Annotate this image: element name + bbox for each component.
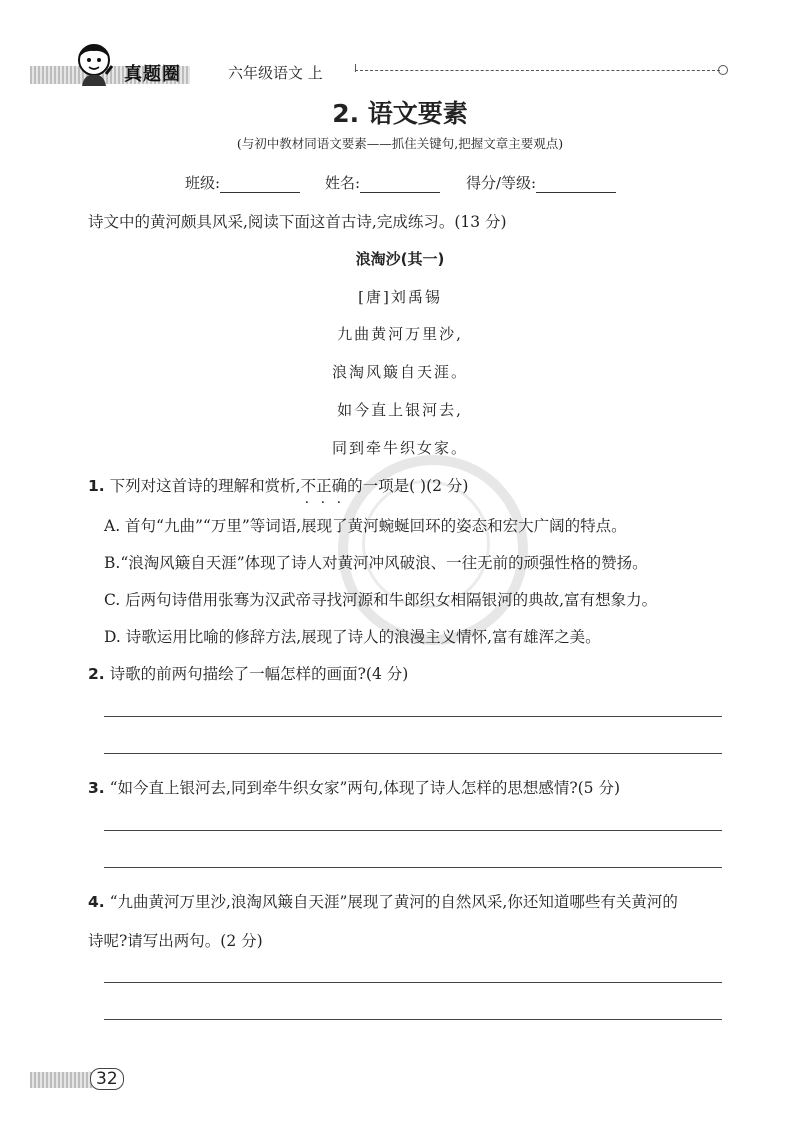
question-3 [88,776,620,798]
page-title: 2. 语文要素 [332,99,468,128]
answer-line[interactable] [104,716,722,717]
question-number: 1. [88,477,105,495]
question-text-tail: 的一项是( )(2 分) [347,477,469,495]
poem-title: 浪淘沙(其一) [355,250,445,268]
question-2 [88,662,408,684]
grade-subject-label: 六年级语文 上 [228,64,323,82]
question-number: 3. [88,779,105,797]
poem-line: 浪淘风簸自天涯。 [331,363,468,381]
question-number: 2. [88,665,105,683]
reading-intro: 诗文中的黄河颇具风采,阅读下面这首古诗,完成练习。(13 分) [88,213,507,231]
poem-line: 如今直上银河去, [337,401,463,419]
emphasis-text: 不正确 · · · [300,477,348,511]
question-text: “九曲黄河万里沙,浪淘风簸自天涯”展现了黄河的自然风采,你还知道哪些有关黄河的 [109,893,678,911]
question-4-continued: 诗呢?请写出两句。(2 分) [88,932,263,950]
poem-line: 同到牵牛织女家。 [331,439,468,457]
name-blank[interactable] [360,192,440,193]
page-number: 32 [90,1068,124,1090]
name-field[interactable] [325,172,440,193]
header-end-circle [718,65,728,75]
question-text: 下列对这首诗的理解和赏析, [109,477,301,495]
brand-badge: 真题圈 [124,64,181,85]
answer-line[interactable] [104,1019,722,1020]
page-subtitle: (与初中教材同语文要素——抓住关键句,把握文章主要观点) [236,136,564,151]
class-label: 班级: [185,174,221,192]
option-b[interactable]: B.“浪淘风簸自天涯”体现了诗人对黄河冲风破浪、一往无前的顽强性格的赞扬。 [104,554,648,572]
student-mascot-icon [70,40,118,88]
question-text: “如今直上银河去,同到牵牛织女家”两句,体现了诗人怎样的思想感情?(5 分) [109,779,621,797]
question-4 [88,890,678,912]
answer-line[interactable] [104,982,722,983]
answer-line[interactable] [104,753,722,754]
option-d[interactable]: D. 诗歌运用比喻的修辞方法,展现了诗人的浪漫主义情怀,富有雄浑之美。 [104,628,601,646]
class-blank[interactable] [220,192,300,193]
question-number: 4. [88,893,105,911]
score-blank[interactable] [536,192,616,193]
question-1 [88,474,469,511]
option-a[interactable]: A. 首句“九曲”“万里”等词语,展现了黄河蜿蜒回环的姿态和宏大广阔的特点。 [104,517,627,535]
answer-line[interactable] [104,867,722,868]
header-dashed-line [355,70,720,71]
poem-author: [唐]刘禹锡 [358,288,442,306]
footer-decoration-bar [30,1072,94,1088]
score-label: 得分/等级: [466,174,537,192]
question-text: 诗歌的前两句描绘了一幅怎样的画面?(4 分) [109,665,409,683]
class-field[interactable] [185,172,300,193]
name-label: 姓名: [325,174,361,192]
answer-line[interactable] [104,830,722,831]
score-field[interactable] [466,172,616,193]
poem-line: 九曲黄河万里沙, [337,325,463,343]
option-c[interactable]: C. 后两句诗借用张骞为汉武帝寻找河源和牛郎织女相隔银河的典故,富有想象力。 [104,591,658,609]
